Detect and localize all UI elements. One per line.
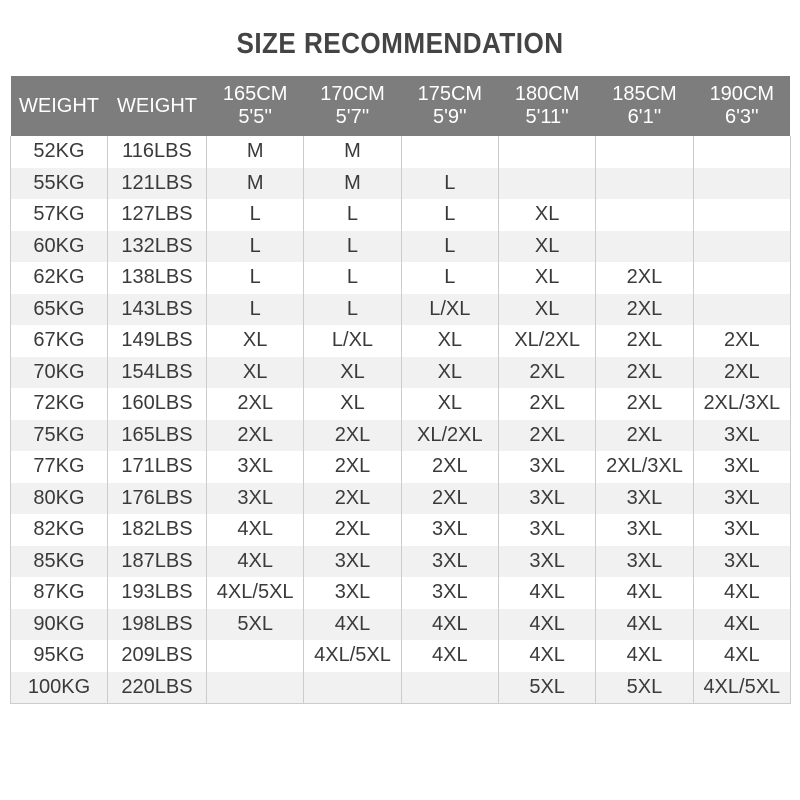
size-cell (498, 168, 595, 200)
weight-lbs-cell: 176LBS (108, 483, 207, 515)
column-header-line2: 6'1'' (627, 106, 662, 128)
table-row (11, 514, 791, 546)
size-cell: 3XL (498, 451, 595, 483)
weight-lbs-cell: 149LBS (108, 325, 207, 357)
size-cell: 2XL (304, 483, 401, 515)
weight-lbs-cell: 193LBS (108, 577, 207, 609)
column-header-line1: WEIGHT (19, 94, 99, 117)
size-cell: 2XL (304, 451, 401, 483)
weight-kg-cell: 70KG (11, 357, 108, 389)
size-cell: 2XL/3XL (596, 451, 693, 483)
size-cell (596, 231, 693, 263)
weight-lbs-cell: 138LBS (108, 262, 207, 294)
size-cell: XL (498, 262, 595, 294)
size-cell: 4XL (207, 546, 304, 578)
size-cell (693, 136, 790, 168)
size-cell: 3XL (596, 483, 693, 515)
size-cell: L (401, 199, 498, 231)
table-row (11, 546, 791, 578)
size-cell: 4XL (498, 577, 595, 609)
size-cell: XL (304, 388, 401, 420)
size-cell: 3XL (693, 483, 790, 515)
column-header-line1: 170CM (320, 83, 385, 105)
weight-lbs-cell: 160LBS (108, 388, 207, 420)
size-cell: 4XL (207, 514, 304, 546)
size-cell: XL (401, 325, 498, 357)
size-cell: 4XL/5XL (693, 672, 790, 704)
size-cell: 3XL (596, 514, 693, 546)
size-cell: XL (207, 357, 304, 389)
weight-kg-cell: 87KG (11, 577, 108, 609)
size-cell: XL (498, 294, 595, 326)
table-row (11, 357, 791, 389)
size-cell (693, 231, 790, 263)
size-cell (401, 136, 498, 168)
column-header-line2: 5'11'' (525, 106, 569, 128)
size-cell: 4XL (498, 640, 595, 672)
size-cell: M (207, 136, 304, 168)
size-cell: 4XL/5XL (304, 640, 401, 672)
size-cell: 2XL (401, 451, 498, 483)
size-cell (207, 672, 304, 704)
size-cell: L (304, 294, 401, 326)
size-cell (693, 199, 790, 231)
size-cell: 4XL (304, 609, 401, 641)
size-cell: 5XL (596, 672, 693, 704)
size-cell (596, 168, 693, 200)
size-cell: XL (401, 357, 498, 389)
size-cell: 3XL (498, 514, 595, 546)
size-cell: L (304, 231, 401, 263)
size-cell: L (401, 168, 498, 200)
size-cell: XL/2XL (498, 325, 595, 357)
size-cell: L (207, 231, 304, 263)
weight-lbs-cell: 132LBS (108, 231, 207, 263)
size-cell: XL (207, 325, 304, 357)
weight-lbs-cell: 171LBS (108, 451, 207, 483)
weight-kg-cell: 95KG (11, 640, 108, 672)
column-header-line1: 180CM (514, 83, 580, 105)
size-table-container (10, 76, 790, 704)
size-cell: 2XL (304, 420, 401, 452)
size-cell: 3XL (207, 451, 304, 483)
size-cell: 3XL (207, 483, 304, 515)
column-header-line1: WEIGHT (117, 94, 197, 117)
size-cell: 2XL (596, 325, 693, 357)
size-cell: M (304, 136, 401, 168)
size-table (10, 76, 791, 704)
table-row (11, 325, 791, 357)
size-cell: 3XL (693, 514, 790, 546)
column-header (11, 76, 108, 136)
table-row (11, 199, 791, 231)
weight-kg-cell: 100KG (11, 672, 108, 704)
weight-lbs-cell: 121LBS (108, 168, 207, 200)
size-cell: 3XL (498, 483, 595, 515)
weight-kg-cell: 57KG (11, 199, 108, 231)
size-cell: L (401, 262, 498, 294)
column-header-line1: 175CM (417, 83, 483, 105)
table-row (11, 262, 791, 294)
size-cell: 3XL (401, 577, 498, 609)
weight-kg-cell: 77KG (11, 451, 108, 483)
size-cell: 3XL (498, 546, 595, 578)
size-cell: 3XL (304, 546, 401, 578)
column-header-line1: 185CM (612, 83, 677, 105)
size-cell: 5XL (498, 672, 595, 704)
size-cell: 3XL (596, 546, 693, 578)
weight-kg-cell: 90KG (11, 609, 108, 641)
header-row (11, 76, 791, 136)
column-header-line1: 165CM (222, 83, 288, 105)
size-cell (693, 294, 790, 326)
weight-kg-cell: 62KG (11, 262, 108, 294)
size-cell: 4XL (693, 640, 790, 672)
size-cell: 2XL (596, 420, 693, 452)
size-cell: 4XL (401, 609, 498, 641)
table-row (11, 609, 791, 641)
size-cell: L (207, 199, 304, 231)
column-header (401, 76, 498, 136)
weight-kg-cell: 65KG (11, 294, 108, 326)
size-cell: 3XL (693, 546, 790, 578)
size-cell: 2XL (693, 357, 790, 389)
size-cell (596, 136, 693, 168)
size-cell: XL (498, 199, 595, 231)
size-cell: 2XL (207, 420, 304, 452)
size-cell: 2XL (498, 388, 595, 420)
weight-kg-cell: 52KG (11, 136, 108, 168)
size-cell: M (207, 168, 304, 200)
size-cell: 2XL (596, 357, 693, 389)
weight-lbs-cell: 220LBS (108, 672, 207, 704)
size-cell: 4XL (498, 609, 595, 641)
weight-lbs-cell: 154LBS (108, 357, 207, 389)
column-header-line1: 190CM (709, 83, 775, 105)
weight-lbs-cell: 182LBS (108, 514, 207, 546)
size-cell (693, 168, 790, 200)
weight-lbs-cell: 187LBS (108, 546, 207, 578)
size-cell: 4XL (693, 577, 790, 609)
size-cell: 2XL (498, 420, 595, 452)
table-row (11, 388, 791, 420)
column-header (207, 76, 304, 136)
weight-kg-cell: 67KG (11, 325, 108, 357)
size-cell: 2XL (596, 262, 693, 294)
size-cell: XL (498, 231, 595, 263)
size-cell: L/XL (304, 325, 401, 357)
table-row (11, 483, 791, 515)
weight-kg-cell: 82KG (11, 514, 108, 546)
column-header (108, 76, 207, 136)
size-cell: 4XL (596, 640, 693, 672)
size-cell: 2XL/3XL (693, 388, 790, 420)
column-header-line2: 6'3'' (724, 106, 759, 128)
column-header-line2: 5'5'' (238, 106, 273, 128)
size-cell: L (304, 199, 401, 231)
weight-lbs-cell: 116LBS (108, 136, 207, 168)
table-row (11, 168, 791, 200)
size-cell (498, 136, 595, 168)
size-cell: 3XL (401, 546, 498, 578)
size-cell: XL (401, 388, 498, 420)
table-row (11, 136, 791, 168)
weight-lbs-cell: 209LBS (108, 640, 207, 672)
size-cell: XL (304, 357, 401, 389)
size-cell: M (304, 168, 401, 200)
weight-lbs-cell: 127LBS (108, 199, 207, 231)
size-cell: 2XL (596, 294, 693, 326)
size-cell: 4XL (401, 640, 498, 672)
table-body (11, 136, 791, 704)
size-cell: 2XL (401, 483, 498, 515)
table-row (11, 640, 791, 672)
size-cell: 4XL/5XL (207, 577, 304, 609)
column-header (596, 76, 693, 136)
table-row (11, 231, 791, 263)
size-cell: 5XL (207, 609, 304, 641)
table-row (11, 294, 791, 326)
column-header (498, 76, 595, 136)
size-cell (304, 672, 401, 704)
size-cell: 3XL (693, 451, 790, 483)
size-cell: 3XL (401, 514, 498, 546)
size-cell: 2XL (207, 388, 304, 420)
table-row (11, 451, 791, 483)
size-cell (596, 199, 693, 231)
size-cell (401, 672, 498, 704)
size-cell: 4XL (693, 609, 790, 641)
size-cell: L (401, 231, 498, 263)
table-row (11, 672, 791, 704)
weight-lbs-cell: 143LBS (108, 294, 207, 326)
size-cell: 4XL (596, 577, 693, 609)
table-row (11, 420, 791, 452)
size-cell: 2XL (498, 357, 595, 389)
size-cell: L (207, 294, 304, 326)
size-cell: 4XL (596, 609, 693, 641)
column-header (693, 76, 790, 136)
size-cell: L/XL (401, 294, 498, 326)
size-cell: 2XL (596, 388, 693, 420)
size-cell: 2XL (304, 514, 401, 546)
weight-kg-cell: 72KG (11, 388, 108, 420)
table-header (11, 76, 791, 136)
size-cell (207, 640, 304, 672)
weight-kg-cell: 75KG (11, 420, 108, 452)
weight-lbs-cell: 198LBS (108, 609, 207, 641)
size-cell (693, 262, 790, 294)
weight-kg-cell: 55KG (11, 168, 108, 200)
size-cell: L (207, 262, 304, 294)
table-row (11, 577, 791, 609)
weight-kg-cell: 60KG (11, 231, 108, 263)
column-header-line2: 5'9'' (432, 106, 467, 128)
column-header (304, 76, 401, 136)
size-cell: 3XL (693, 420, 790, 452)
weight-lbs-cell: 165LBS (108, 420, 207, 452)
size-cell: XL/2XL (401, 420, 498, 452)
weight-kg-cell: 85KG (11, 546, 108, 578)
page-title: SIZE RECOMMENDATION (236, 28, 564, 60)
size-cell: 2XL (693, 325, 790, 357)
weight-kg-cell: 80KG (11, 483, 108, 515)
column-header-line2: 5'7'' (335, 106, 370, 128)
size-cell: 3XL (304, 577, 401, 609)
size-cell: L (304, 262, 401, 294)
